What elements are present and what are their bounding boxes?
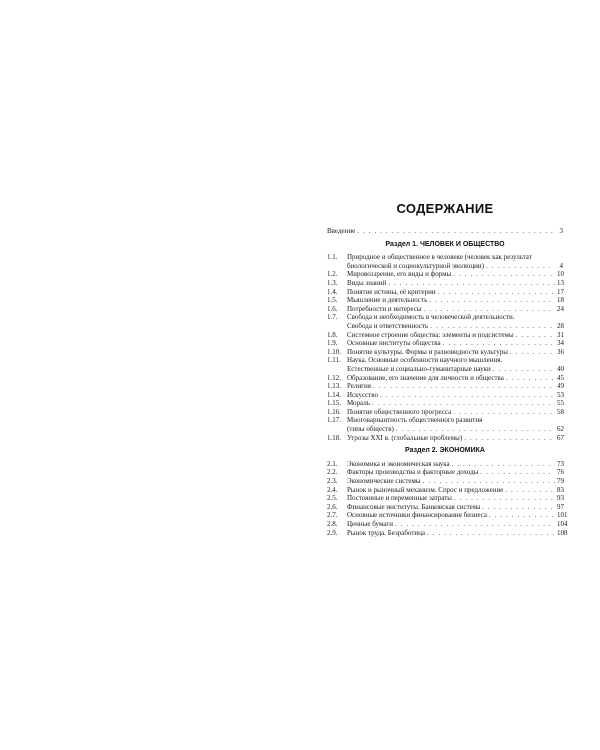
toc-entry-number: 2.3. [327, 477, 338, 486]
toc-page-number: 55 [557, 399, 564, 408]
toc-entry-title: Понятие истины, её критерии [347, 287, 436, 296]
toc-page-number: 93 [557, 494, 564, 503]
dot-leader [380, 391, 555, 400]
toc-entry-number: 1.3. [327, 278, 338, 287]
toc-entry-title: Ценные бумаги [347, 520, 394, 528]
toc-line [347, 468, 563, 477]
dot-leader [506, 374, 555, 383]
toc-entry[interactable] [327, 520, 568, 529]
toc-page-number: 28 [557, 321, 564, 330]
toc-entry-body [347, 468, 563, 477]
dot-leader [427, 529, 555, 538]
dot-leader [493, 365, 555, 374]
dot-leader [423, 477, 555, 486]
dot-leader [396, 425, 555, 434]
toc-entry[interactable] [327, 511, 568, 520]
toc-page-number: 13 [557, 278, 564, 287]
toc-entry-body [347, 305, 563, 314]
dot-leader [464, 434, 555, 443]
toc-line [347, 305, 563, 314]
toc-entry-number: 1.9. [327, 339, 338, 348]
dot-leader [453, 270, 555, 279]
toc-page-number: 62 [557, 425, 564, 434]
toc-entry-intro[interactable] [327, 227, 563, 236]
toc-entry-body [347, 434, 563, 443]
toc-line [347, 460, 563, 469]
dot-leader [395, 520, 555, 529]
dot-leader [486, 262, 555, 271]
toc-entry-body [347, 477, 563, 486]
toc-entry-title: Основные источники финансирования бизнеса [347, 511, 487, 520]
toc-entry-number: 1.11. [327, 356, 341, 365]
dot-leader [372, 399, 555, 408]
toc-entry-title: Рынок труда. Безработица [347, 528, 425, 537]
toc-entry-number: 1.2. [327, 270, 338, 279]
toc-entry-number: 1.13. [327, 382, 341, 391]
toc-entry-number: 2.4. [327, 485, 338, 494]
table-of-contents [327, 227, 568, 537]
toc-entry-title: Системное строение общества: элементы и подсистемы [347, 330, 514, 339]
toc-entry[interactable] [327, 460, 563, 469]
toc-entry[interactable] [327, 528, 568, 538]
toc-line-continued [347, 356, 563, 365]
toc-entry-number: 1.18. [327, 433, 341, 442]
toc-line [347, 391, 563, 400]
toc-page-number: 4 [559, 261, 563, 270]
toc-entry-body [347, 279, 563, 288]
toc-page-number: 83 [557, 485, 564, 494]
toc-entry-body [347, 348, 563, 357]
toc-entry-title: Мораль [347, 399, 370, 408]
toc-entry-title: Основные институты общества [347, 339, 441, 348]
toc-entry-body [347, 374, 563, 383]
toc-entry[interactable] [327, 434, 563, 443]
toc-entry-body [347, 391, 563, 400]
toc-entry[interactable] [327, 408, 563, 417]
toc-page-number: 76 [557, 468, 564, 477]
dot-leader [454, 494, 555, 503]
toc-entry[interactable] [327, 296, 563, 305]
toc-entry-body [347, 486, 563, 495]
toc-page-number: 67 [557, 433, 564, 442]
toc-entry-title: биологической и социокультурной эволюции) [347, 261, 484, 270]
toc-entry-body [347, 416, 563, 433]
toc-entry-number: 2.5. [327, 494, 338, 503]
dot-leader [452, 460, 555, 469]
toc-page-number: 36 [557, 347, 564, 356]
toc-entry[interactable] [327, 503, 563, 512]
toc-line-continued [347, 416, 563, 425]
toc-entry-number: 1.4. [327, 287, 338, 296]
dot-leader [482, 503, 555, 512]
toc-entry-body [347, 399, 563, 408]
toc-entry-title: Финансовые институты. Банковская система [347, 502, 481, 511]
toc-page-number: 73 [557, 459, 564, 468]
toc-entry-title: Мышление и деятельность [347, 296, 428, 305]
toc-line [347, 399, 563, 408]
toc-entry[interactable] [327, 288, 563, 297]
toc-line [347, 486, 563, 495]
toc-entry-number: 2.9. [327, 528, 338, 537]
toc-entry-body [347, 460, 563, 469]
toc-entry-title: Угрозы XXI в. (глобальные проблемы) [347, 433, 463, 442]
toc-page-number: 108 [557, 528, 568, 537]
toc-entry[interactable] [327, 270, 563, 279]
dot-leader [388, 279, 555, 288]
dot-leader [510, 348, 555, 357]
toc-page-number: 3 [559, 227, 563, 235]
toc-entry[interactable] [327, 305, 563, 314]
toc-page-number: 18 [557, 296, 564, 305]
toc-entry[interactable] [327, 494, 563, 503]
toc-line [347, 279, 563, 288]
dot-leader [430, 322, 555, 331]
toc-entry-title: Экономика и экономическая наука [347, 459, 450, 468]
toc-entry-title: Факторы производства и факторные доходы [347, 468, 479, 477]
toc-entry-title: Природное и общественное в человеке (человек как результат [347, 253, 532, 262]
toc-entry-title: Мировоззрение, его виды и формы [347, 270, 452, 279]
toc-entry-title: Введение [327, 227, 356, 235]
dot-leader [443, 339, 555, 348]
toc-page-number: 10 [557, 270, 564, 279]
toc-entry-number: 2.1. [327, 459, 338, 468]
toc-entry-body [347, 356, 563, 373]
toc-entry[interactable] [327, 399, 563, 408]
toc-page-number: 101 [557, 511, 568, 520]
toc-entry-body [347, 528, 568, 538]
page-title: СОДЕРЖАНИЕ [396, 201, 494, 216]
toc-entry-number: 1.7. [327, 313, 338, 322]
toc-entry[interactable] [327, 348, 563, 357]
toc-entry-body [347, 288, 563, 297]
section-heading: Раздел 2. ЭКОНОМИКА [405, 447, 485, 455]
dot-leader [429, 296, 555, 305]
toc-entry-body [347, 408, 563, 417]
toc-entry-title: Наука. Основные особенности научного мышления. [347, 356, 503, 365]
toc-page-number: 58 [557, 407, 564, 416]
dot-leader [489, 511, 555, 520]
toc-page-number: 31 [557, 330, 564, 339]
toc-entry[interactable] [327, 279, 563, 288]
toc-entry-number: 1.17. [327, 416, 341, 425]
toc-entry-title: Рынок и рыночный механизм. Спрос и предложение [347, 485, 504, 494]
toc-entry[interactable] [327, 374, 563, 383]
toc-entry[interactable] [327, 331, 563, 340]
toc-entry-body [347, 270, 563, 279]
dot-leader [357, 227, 555, 236]
toc-entry-body [347, 382, 563, 391]
dot-leader [373, 382, 555, 391]
toc-line [347, 262, 563, 271]
toc-line [347, 288, 563, 297]
toc-entry[interactable] [327, 391, 563, 400]
toc-entry[interactable] [327, 253, 563, 270]
toc-entry[interactable] [327, 477, 563, 486]
toc-line [347, 331, 563, 340]
toc-entry-number: 1.6. [327, 304, 338, 313]
dot-leader [480, 468, 555, 477]
toc-entry-number: 2.7. [327, 511, 338, 520]
toc-entry[interactable] [327, 313, 563, 330]
toc-page-number: 45 [557, 373, 564, 382]
toc-entry-title: Понятие общественного прогресса [347, 407, 452, 416]
toc-line [347, 348, 563, 357]
toc-entry-number: 1.8. [327, 330, 338, 339]
toc-entry-number: 1.12. [327, 373, 341, 382]
toc-line [347, 270, 563, 279]
toc-page-number: 49 [557, 382, 564, 391]
toc-entry-number: 1.1. [327, 253, 338, 262]
toc-entry-title: Экономические системы [347, 477, 421, 486]
toc-entry-title: Свобода и ответственность [347, 321, 429, 330]
section-heading: Раздел 1. ЧЕЛОВЕК И ОБЩЕСТВО [385, 240, 505, 248]
toc-page-number: 79 [557, 477, 564, 486]
toc-line [347, 520, 568, 529]
dot-leader [438, 288, 555, 297]
toc-line [347, 322, 563, 331]
toc-entry-number: 2.6. [327, 502, 338, 511]
toc-sections [327, 240, 568, 538]
dot-leader [453, 408, 555, 417]
toc-entry-title: Естественные и социально-гуманитарные науки [347, 364, 491, 373]
toc-line [347, 528, 568, 538]
toc-entry-title: Многовариантность общественного развития [347, 416, 483, 425]
toc-entry-body [347, 520, 568, 529]
toc-entry-title: (типы обществ) [347, 425, 394, 434]
toc-entry-title: Образование, его значение для личности и общества [347, 373, 504, 382]
dot-leader [505, 486, 555, 495]
toc-entry-body [347, 313, 563, 330]
toc-entry-title: Постоянные и переменные затраты [347, 494, 453, 503]
toc-entry-body [347, 494, 563, 503]
toc-entry-title: Виды знаний [347, 278, 387, 287]
toc-entry-body [327, 227, 563, 236]
toc-line [347, 477, 563, 486]
toc-entry-number: 2.2. [327, 468, 338, 477]
toc-line [347, 511, 568, 520]
toc-page-number: 17 [557, 287, 564, 296]
toc-page-number: 97 [557, 502, 564, 511]
toc-page-number: 40 [557, 364, 564, 373]
toc-page-number: 24 [557, 304, 564, 313]
toc-entry-body [347, 253, 563, 270]
toc-line [347, 365, 563, 374]
toc-entry[interactable] [327, 382, 563, 391]
toc-entry-title: Религия [347, 382, 371, 391]
toc-entry-number: 1.10. [327, 347, 341, 356]
toc-entry-title: Потребности и интересы [347, 304, 422, 313]
toc-line-continued [347, 313, 563, 322]
toc-line [347, 382, 563, 391]
toc-page-number: 104 [557, 520, 568, 528]
toc-entry[interactable] [327, 416, 563, 433]
toc-line [347, 408, 563, 417]
toc-entry-body [347, 503, 563, 512]
toc-entry-title: Искусство [347, 390, 378, 399]
toc-line [347, 494, 563, 503]
toc-line [327, 227, 563, 236]
toc-entry-title: Понятие культуры. Формы и разновидности культуры [347, 347, 508, 356]
toc-entry[interactable] [327, 468, 563, 477]
toc-entry-body [347, 339, 563, 348]
toc-entry[interactable] [327, 356, 563, 373]
toc-entry-number: 1.15. [327, 399, 341, 408]
toc-entry-number: 2.8. [327, 520, 338, 528]
toc-line-continued [347, 253, 563, 262]
dot-leader [424, 305, 555, 314]
toc-entry[interactable] [327, 486, 563, 495]
toc-entry-number: 1.16. [327, 407, 341, 416]
toc-line [347, 374, 563, 383]
toc-entry-body [347, 511, 568, 520]
toc-line [347, 339, 563, 348]
toc-entry-title: Свобода и необходимость в человеческой деятельности. [347, 313, 515, 322]
dot-leader [516, 331, 555, 340]
toc-entry[interactable] [327, 339, 563, 348]
toc-page-number: 53 [557, 390, 564, 399]
toc-entry-body [347, 331, 563, 340]
toc-entry-number: 1.5. [327, 296, 338, 305]
toc-line [347, 296, 563, 305]
toc-page-number: 34 [557, 339, 564, 348]
toc-entry-body [347, 296, 563, 305]
toc-line [347, 434, 563, 443]
toc-entry-number: 1.14. [327, 390, 341, 399]
toc-line [347, 503, 563, 512]
toc-line [347, 425, 563, 434]
